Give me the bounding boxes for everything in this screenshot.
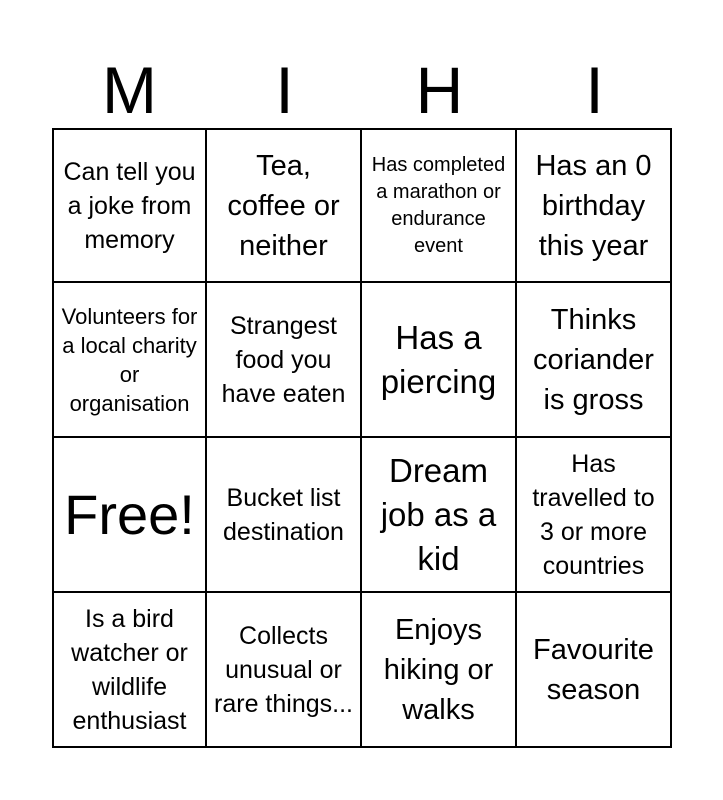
bingo-cell-text: Thinks coriander is gross	[533, 303, 654, 416]
bingo-cell-free[interactable]	[52, 438, 207, 593]
bingo-cell[interactable]	[517, 128, 672, 283]
bingo-cell-text: Bucket list destination	[223, 483, 344, 546]
bingo-header	[52, 52, 672, 128]
bingo-cell[interactable]	[362, 283, 517, 438]
bingo-cell-text: Has travelled to 3 or more countries	[532, 449, 655, 580]
bingo-cell-text: Has a piercing	[380, 318, 497, 400]
bingo-cell-text: Is a bird watcher or wildlife enthusiast	[71, 604, 188, 735]
bingo-cell[interactable]	[362, 438, 517, 593]
bingo-cell[interactable]	[52, 128, 207, 283]
bingo-cell[interactable]	[207, 283, 362, 438]
bingo-cell[interactable]	[207, 438, 362, 593]
bingo-cell-text: Free!	[64, 482, 195, 546]
bingo-cell[interactable]	[362, 128, 517, 283]
header-letter-2: I	[275, 53, 294, 127]
bingo-card-grid	[52, 128, 672, 748]
bingo-cell-text: Collects unusual or rare things...	[214, 621, 353, 718]
bingo-cell[interactable]	[362, 593, 517, 748]
header-letter-3: H	[415, 53, 464, 127]
bingo-cell-text: Dream job as a kid	[380, 451, 497, 577]
bingo-cell[interactable]	[517, 438, 672, 593]
bingo-cell-text: Tea, coffee or neither	[227, 149, 340, 262]
bingo-cell-text: Favourite season	[533, 633, 654, 706]
bingo-cell[interactable]	[52, 283, 207, 438]
bingo-cell-text: Has an 0 birthday this year	[535, 149, 652, 262]
bingo-cell-text: Has completed a marathon or endurance event	[371, 153, 506, 257]
bingo-cell[interactable]	[207, 128, 362, 283]
bingo-cell[interactable]	[517, 283, 672, 438]
bingo-cell-text: Volunteers for a local charity or organisation	[61, 303, 198, 416]
header-letter-4: I	[585, 53, 604, 127]
bingo-cell-text: Enjoys hiking or walks	[383, 613, 494, 726]
bingo-cell-text: Can tell you a joke from memory	[63, 157, 196, 254]
bingo-cell[interactable]	[517, 593, 672, 748]
header-letter-1: M	[102, 53, 157, 127]
bingo-cell-text: Strangest food you have eaten	[221, 311, 346, 408]
bingo-cell[interactable]	[207, 593, 362, 748]
bingo-cell[interactable]	[52, 593, 207, 748]
